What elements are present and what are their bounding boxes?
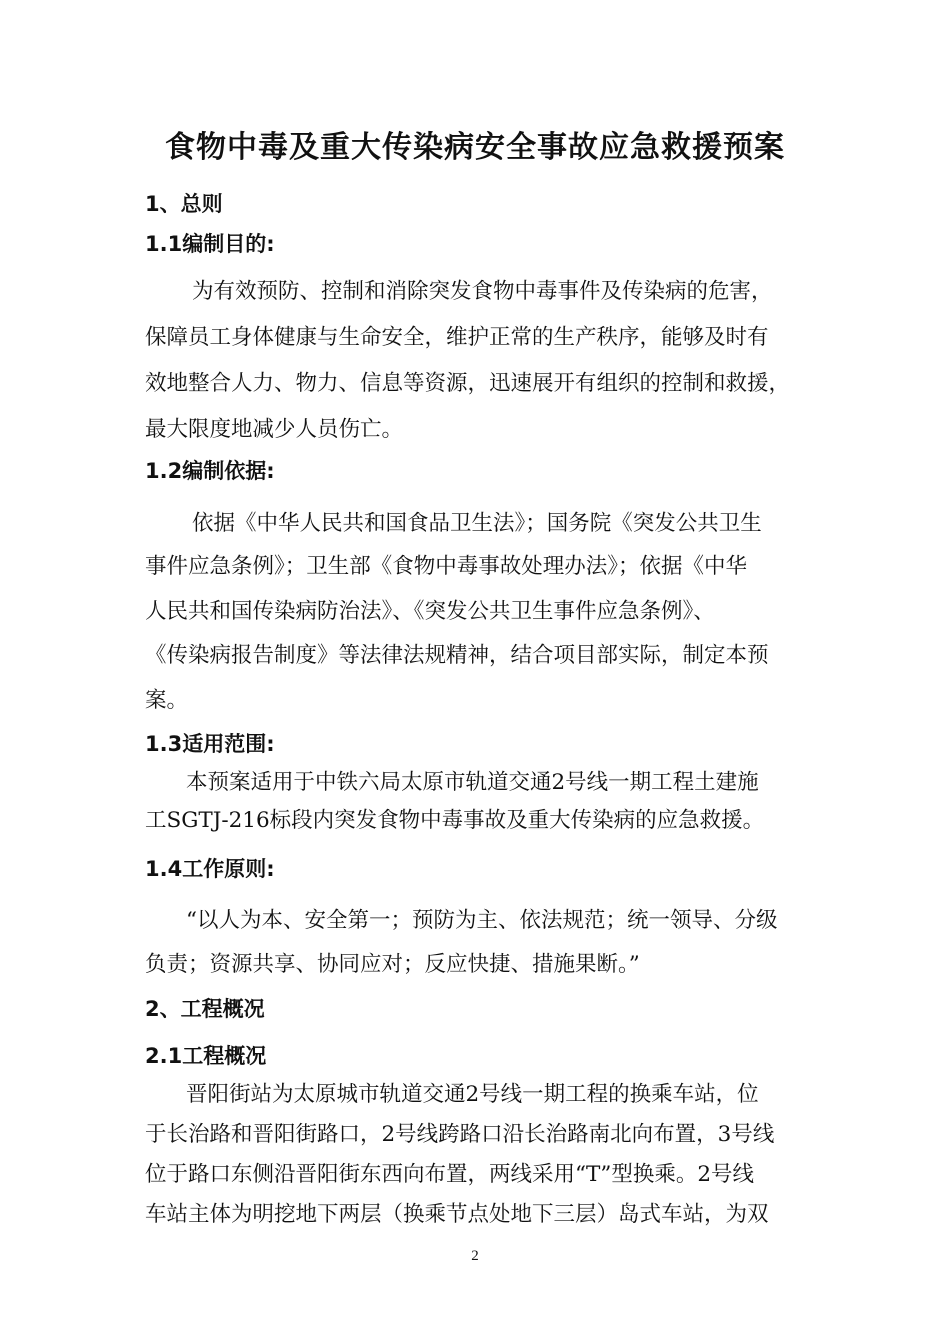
paragraph-line: 为有效预防、控制和消除突发食物中毒事件及传染病的危害，: [192, 279, 773, 304]
section-heading-2-1: 2.1工程概况: [145, 1044, 267, 1068]
page-number: 2: [471, 1248, 479, 1264]
paragraph-line: 晋阳街站为太原城市轨道交通2号线一期工程的换乘车站，位: [186, 1082, 759, 1107]
paragraph-line: 位于路口东侧沿晋阳街东西向布置，两线采用“T”型换乘。2号线: [145, 1162, 755, 1187]
section-heading-1: 1、总则: [145, 192, 223, 216]
paragraph-line: 案。: [145, 688, 189, 713]
section-heading-2: 2、工程概况: [145, 997, 265, 1021]
paragraph-line: 负责；资源共享、协同应对；反应快捷、措施果断。”: [145, 952, 640, 977]
paragraph-line: 效地整合人力、物力、信息等资源，迅速展开有组织的控制和救援，: [145, 371, 791, 396]
section-heading-1-3: 1.3适用范围:: [145, 732, 275, 756]
paragraph-line: 最大限度地减少人员伤亡。: [145, 417, 404, 442]
paragraph-line: 依据《中华人民共和国食品卫生法》；国务院《突发公共卫生: [192, 511, 762, 536]
section-heading-1-4: 1.4工作原则:: [145, 857, 275, 881]
paragraph-line: 人民共和国传染病防治法》、《突发公共卫生事件应急条例》、: [145, 599, 715, 624]
paragraph-line: “以人为本、安全第一；预防为主、依法规范；统一领导、分级: [186, 908, 778, 933]
document-title: 食物中毒及重大传染病安全事故应急救援预案: [165, 130, 785, 165]
paragraph-line: 工SGTJ-216标段内突发食物中毒事故及重大传染病的应急救援。: [145, 808, 765, 833]
paragraph-line: 车站主体为明挖地下两层（换乘节点处地下三层）岛式车站，为双: [145, 1202, 769, 1227]
paragraph-line: 《传染病报告制度》等法律法规精神，结合项目部实际，制定本预: [145, 643, 769, 668]
section-heading-1-1: 1.1编制目的:: [145, 232, 275, 256]
paragraph-line: 于长治路和晋阳街路口，2号线跨路口沿长治路南北向布置，3号线: [145, 1122, 775, 1147]
section-heading-1-2: 1.2编制依据:: [145, 459, 275, 483]
paragraph-line: 本预案适用于中铁六局太原市轨道交通2号线一期工程土建施: [186, 770, 759, 795]
paragraph-line: 保障员工身体健康与生命安全，维护正常的生产秩序，能够及时有: [145, 325, 769, 350]
paragraph-line: 事件应急条例》；卫生部《食物中毒事故处理办法》；依据《中华: [145, 554, 748, 579]
